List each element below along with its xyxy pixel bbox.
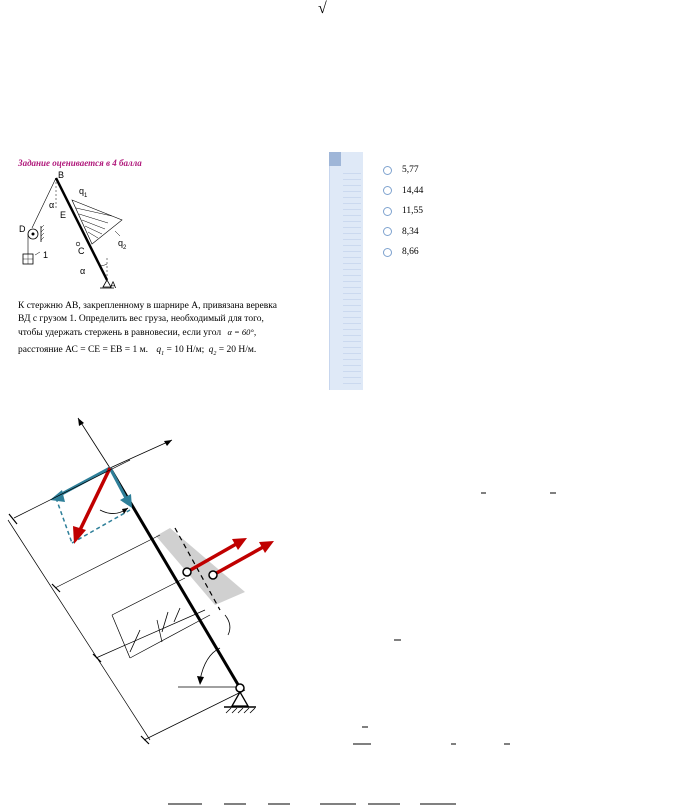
- task-text-line1: К стержню АВ, закрепленному в шарнире А, привязана веревка: [18, 301, 277, 311]
- angle-expr: α = 60°: [227, 327, 254, 337]
- radio-icon[interactable]: [383, 166, 392, 175]
- radio-icon[interactable]: [383, 207, 392, 216]
- task-text-line4: расстояние АС = СЕ = ЕВ = 1 м. $q_1 = 10$ Н/м; $q_2 = 20$ Н/м.: [18, 345, 257, 357]
- answer-option[interactable]: 5,77: [383, 160, 423, 181]
- radio-icon[interactable]: [383, 248, 392, 257]
- sqrt-symbol: √: [318, 0, 327, 17]
- label-q1: $q_1$: [79, 186, 88, 199]
- task-diagram: [12, 168, 152, 296]
- label-e: E: [60, 210, 67, 220]
- label-b: B: [58, 170, 65, 180]
- answer-option[interactable]: 8,34: [383, 222, 423, 243]
- label-alpha-bottom: α: [80, 266, 86, 276]
- task-title: Задание оценивается в 4 балла: [18, 158, 142, 168]
- scrollbar-texture: [343, 168, 361, 388]
- label-alpha-top: α: [49, 200, 55, 210]
- label-a: A: [110, 280, 117, 290]
- answer-option[interactable]: 14,44: [383, 181, 423, 202]
- answer-option[interactable]: 8,66: [383, 242, 423, 263]
- task-text: [18, 300, 318, 361]
- solution-diagram: [0, 410, 300, 810]
- label-d: D: [19, 224, 26, 234]
- hinge-icon: [232, 692, 248, 706]
- radio-icon[interactable]: [383, 186, 392, 195]
- label-c: C: [78, 246, 85, 256]
- answer-options: [383, 160, 423, 263]
- task-text-line2: ВД с грузом 1. Определить вес груза, необходимый для того,: [18, 314, 264, 324]
- scrollbar-handle[interactable]: [329, 152, 341, 166]
- answer-option[interactable]: 11,55: [383, 201, 423, 222]
- q1-expr: $q_1$: [156, 345, 165, 357]
- radio-icon[interactable]: [383, 227, 392, 236]
- task-text-line3: чтобы удержать стержень в равновесии, если угол α = 60°,: [18, 327, 257, 338]
- red-arrow-icon: [73, 526, 86, 544]
- label-one: 1: [43, 250, 49, 260]
- label-q2: $q_2$: [118, 238, 127, 251]
- q2-expr: $q_2$: [208, 345, 217, 357]
